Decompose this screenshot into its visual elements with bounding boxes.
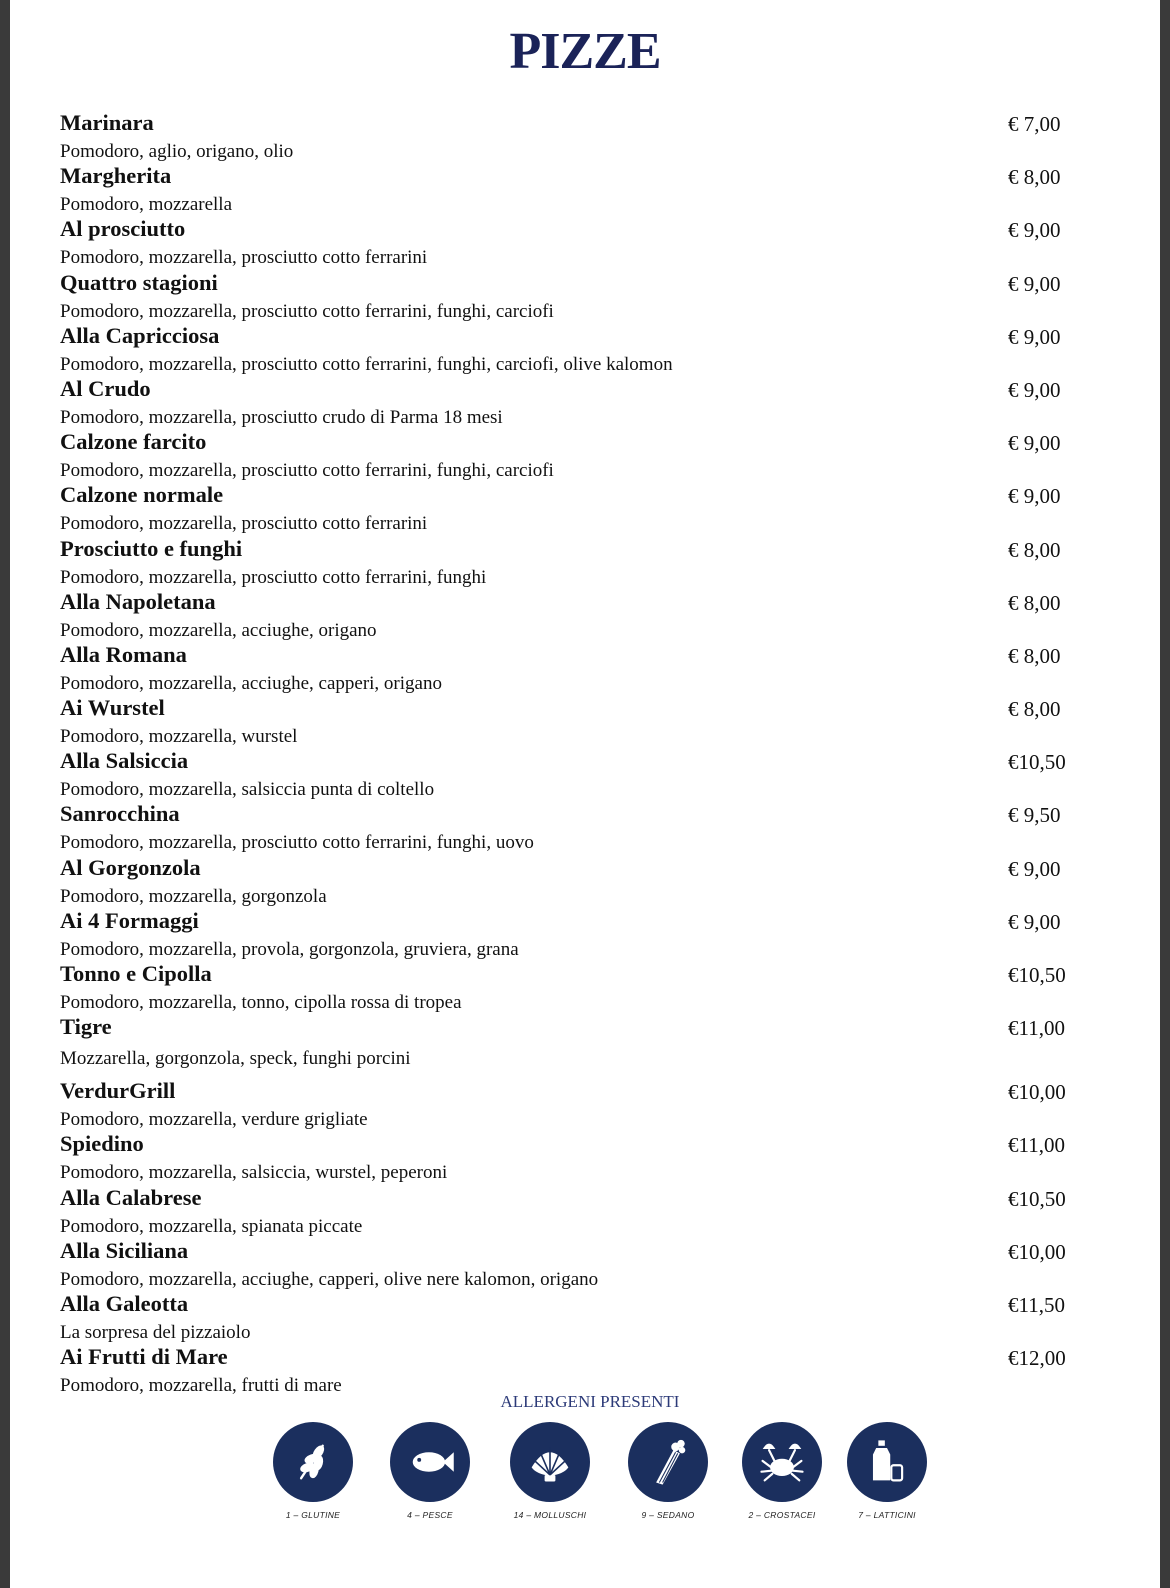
pizza-price: € 9,00: [1008, 484, 1061, 509]
allergen-label: 14 – MOLLUSCHI: [513, 1510, 587, 1520]
allergen-sedano: [608, 1422, 728, 1520]
pizza-price: €10,50: [1008, 963, 1066, 987]
pizza-name: Al prosciutto: [60, 216, 186, 242]
pizza-ingredients: Pomodoro, mozzarella, prosciutto cotto ferrarini, funghi, uovo: [60, 832, 534, 854]
pizza-name: Calzone farcito: [60, 429, 207, 455]
allergen-list: [10, 1422, 1170, 1542]
pizza-price: € 9,50: [1008, 803, 1061, 828]
pizza-ingredients: Pomodoro, aglio, origano, olio: [60, 141, 294, 162]
pizza-ingredients: Pomodoro, mozzarella, prosciutto cotto ferrarini, funghi: [60, 566, 487, 588]
menu-item: [60, 536, 1100, 589]
allergen-label: 1 – GLUTINE: [285, 1510, 341, 1520]
celery-icon: [628, 1422, 708, 1502]
pizza-price: € 8,00: [1008, 165, 1061, 190]
menu-item: [60, 110, 1100, 163]
menu-item: [60, 589, 1100, 642]
pizza-price: € 8,00: [1008, 697, 1061, 722]
menu-item: [60, 1291, 1100, 1344]
shell-icon: [510, 1422, 590, 1502]
pizza-name: Prosciutto e funghi: [60, 535, 243, 561]
pizza-ingredients: Mozzarella, gorgonzola, speck, funghi porcini: [60, 1048, 411, 1070]
pizza-name: Sanrocchina: [60, 801, 180, 827]
menu-item: [60, 1078, 1100, 1131]
allergen-label: 4 – PESCE: [407, 1510, 453, 1520]
pizza-ingredients: La sorpresa del pizzaiolo: [60, 1321, 251, 1343]
pizza-price: €12,00: [1008, 1346, 1066, 1371]
pizza-ingredients: Pomodoro, mozzarella, tonno, cipolla rossa di tropea: [60, 992, 462, 1013]
pizza-name: Ai 4 Formaggi: [60, 907, 199, 933]
pizza-price: € 7,00: [1008, 112, 1061, 136]
pizza-ingredients: Pomodoro, mozzarella, salsiccia, wurstel, peperoni: [60, 1162, 448, 1184]
menu-item: [60, 855, 1100, 908]
menu-item: [60, 1238, 1100, 1291]
menu-item: [60, 695, 1100, 748]
pizza-list: [60, 110, 1100, 1397]
pizza-price: € 9,00: [1008, 324, 1061, 349]
pizza-ingredients: Pomodoro, mozzarella, prosciutto cotto ferrarini: [60, 513, 428, 535]
menu-item: [60, 1014, 1100, 1078]
pizza-ingredients: Pomodoro, mozzarella, verdure grigliate: [60, 1109, 368, 1131]
allergen-glutine: [253, 1422, 373, 1520]
pizza-price: €10,50: [1008, 750, 1066, 775]
pizza-ingredients: Pomodoro, mozzarella, salsiccia punta di coltello: [60, 779, 435, 801]
pizza-name: Marinara: [60, 110, 154, 135]
menu-item: [60, 1131, 1100, 1184]
pizza-price: €11,00: [1008, 1133, 1065, 1158]
allergen-pesce: [370, 1422, 490, 1520]
allergen-label: 9 – SEDANO: [641, 1510, 695, 1520]
pizza-price: €11,00: [1008, 1016, 1065, 1041]
pizza-name: Alla Calabrese: [60, 1184, 202, 1210]
menu-item: [60, 429, 1100, 482]
pizza-price: €11,50: [1008, 1292, 1065, 1317]
pizza-price: € 9,00: [1008, 431, 1061, 456]
pizza-price: € 9,00: [1008, 856, 1061, 881]
page-title: PIZZE: [509, 23, 661, 80]
menu-item: [60, 216, 1100, 269]
pizza-ingredients: Pomodoro, mozzarella, prosciutto cotto ferrarini, funghi, carciofi: [60, 300, 554, 322]
milk-icon: [847, 1422, 927, 1502]
pizza-name: Ai Wurstel: [60, 695, 165, 721]
pizza-ingredients: Pomodoro, mozzarella, prosciutto cotto ferrarini, funghi, carciofi: [60, 460, 554, 482]
pizza-price: €10,00: [1008, 1239, 1066, 1264]
pizza-ingredients: Pomodoro, mozzarella, frutti di mare: [60, 1375, 342, 1397]
pizza-name: VerdurGrill: [60, 1078, 176, 1104]
pizza-price: € 9,00: [1008, 377, 1061, 402]
menu-page: [10, 0, 1160, 1588]
allergen-label: 7 – LATTICINI: [858, 1510, 916, 1520]
menu-item: [60, 961, 1100, 1014]
pizza-name: Calzone normale: [60, 482, 224, 508]
allergen-heading: ALLERGENI PRESENTI: [500, 1392, 680, 1411]
pizza-price: € 8,00: [1008, 643, 1061, 668]
menu-item: [60, 323, 1100, 376]
pizza-price: € 8,00: [1008, 590, 1061, 615]
pizza-name: Tigre: [60, 1014, 112, 1040]
pizza-price: € 9,00: [1008, 271, 1061, 296]
pizza-ingredients: Pomodoro, mozzarella, prosciutto crudo di Parma 18 mesi: [60, 406, 503, 428]
pizza-name: Spiedino: [60, 1131, 144, 1157]
pizza-name: Alla Galeotta: [60, 1290, 189, 1316]
pizza-name: Margherita: [60, 163, 172, 189]
menu-item: [60, 270, 1100, 323]
pizza-name: Alla Salsiccia: [60, 748, 189, 774]
menu-item: [60, 908, 1100, 961]
pizza-ingredients: Pomodoro, mozzarella, acciughe, capperi, olive nere kalomon, origano: [60, 1268, 599, 1290]
pizza-name: Alla Romana: [60, 641, 187, 667]
pizza-ingredients: Pomodoro, mozzarella, spianata piccate: [60, 1215, 363, 1237]
crab-icon: [742, 1422, 822, 1502]
pizza-ingredients: Pomodoro, mozzarella, wurstel: [60, 726, 298, 748]
menu-item: [60, 801, 1100, 854]
pizza-name: Al Crudo: [60, 375, 151, 401]
menu-item: [60, 748, 1100, 801]
pizza-ingredients: Pomodoro, mozzarella: [60, 194, 233, 216]
pizza-price: €10,00: [1008, 1080, 1066, 1105]
pizza-price: € 9,00: [1008, 909, 1061, 934]
pizza-ingredients: Pomodoro, mozzarella, prosciutto cotto ferrarini: [60, 247, 428, 269]
pizza-name: Tonno e Cipolla: [60, 961, 212, 986]
pizza-ingredients: Pomodoro, mozzarella, acciughe, capperi, origano: [60, 672, 442, 694]
menu-item: [60, 163, 1100, 216]
pizza-ingredients: Pomodoro, mozzarella, acciughe, origano: [60, 619, 377, 641]
menu-item: [60, 376, 1100, 429]
pizza-name: Al Gorgonzola: [60, 854, 201, 880]
allergen-label: 2 – CROSTACEI: [748, 1510, 816, 1520]
allergen-crostacei: [722, 1422, 842, 1520]
pizza-ingredients: Pomodoro, mozzarella, prosciutto cotto ferrarini, funghi, carciofi, olive kalomon: [60, 353, 673, 375]
pizza-name: Ai Frutti di Mare: [60, 1344, 228, 1370]
menu-item: [60, 1344, 1100, 1397]
pizza-ingredients: Pomodoro, mozzarella, provola, gorgonzola, gruviera, grana: [60, 938, 519, 960]
allergen-latticini: [827, 1422, 947, 1520]
menu-item: [60, 482, 1100, 535]
wheat-icon: [273, 1422, 353, 1502]
pizza-price: €10,50: [1008, 1186, 1066, 1211]
fish-icon: [390, 1422, 470, 1502]
allergen-molluschi: [490, 1422, 610, 1520]
pizza-name: Alla Napoletana: [60, 588, 216, 614]
pizza-name: Alla Siciliana: [60, 1237, 189, 1263]
pizza-price: € 9,00: [1008, 218, 1061, 243]
pizza-name: Quattro stagioni: [60, 269, 218, 295]
menu-item: [60, 642, 1100, 695]
pizza-price: € 8,00: [1008, 537, 1061, 562]
menu-item: [60, 1185, 1100, 1238]
pizza-name: Alla Capricciosa: [60, 322, 220, 348]
pizza-ingredients: Pomodoro, mozzarella, gorgonzola: [60, 885, 327, 907]
